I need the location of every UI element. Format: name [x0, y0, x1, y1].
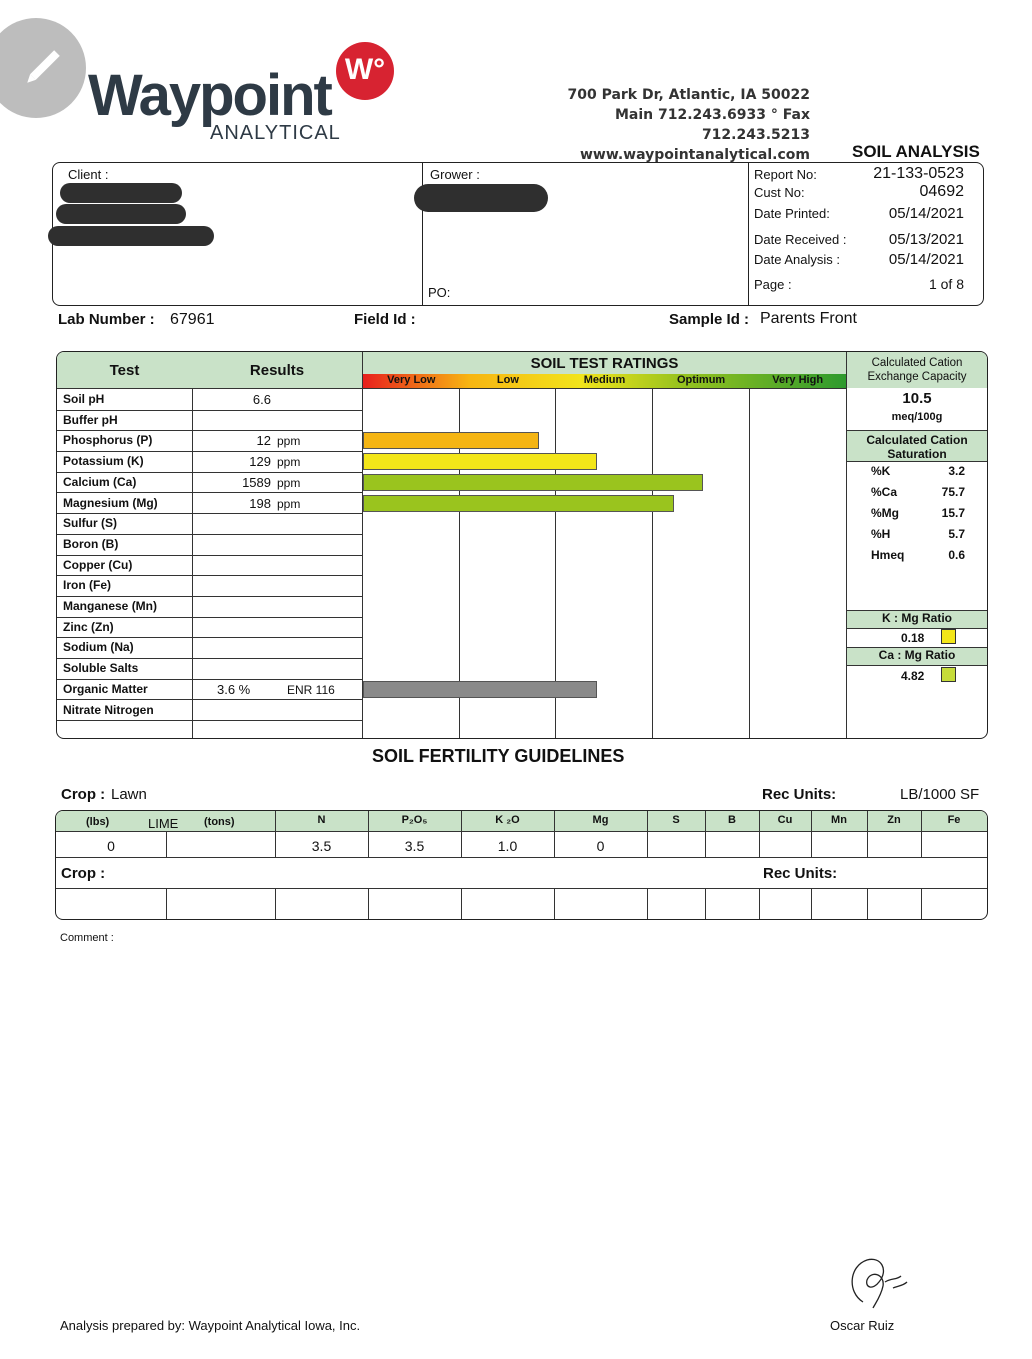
cec-title: Calculated Cation Exchange Capacity: [847, 352, 987, 388]
lime-header: LIME: [148, 816, 179, 831]
k2o-value: 1.0: [497, 838, 518, 854]
date-received: 05/13/2021: [888, 231, 964, 248]
test-result: [207, 661, 357, 676]
test-row: [57, 513, 363, 535]
test-row: [57, 389, 363, 411]
test-result: [207, 682, 357, 697]
test-name: Phosphorus (P): [63, 433, 153, 448]
crop2-label: Crop :: [61, 865, 106, 882]
redacted-client: [60, 183, 182, 203]
date-printed: 05/14/2021: [888, 205, 964, 222]
rating-bar: [363, 681, 597, 698]
po-label: PO:: [428, 285, 451, 300]
test-result: [207, 578, 357, 593]
mg-value: 0: [596, 838, 605, 854]
k-mg-ratio-label: K : Mg Ratio: [847, 610, 987, 629]
test-name: Potassium (K): [63, 454, 144, 469]
test-name: Magnesium (Mg): [63, 495, 158, 510]
date-received-label: Date Received :: [754, 232, 847, 247]
result-unit: ppm: [277, 455, 301, 470]
saturation-value: 0.6: [948, 548, 965, 562]
test-result: [207, 703, 357, 718]
test-result: [207, 475, 357, 490]
address-line2: Main 712.243.6933 ° Fax 712.243.5213: [614, 107, 810, 143]
scale-very-high: Very High: [772, 374, 824, 386]
test-row: [57, 700, 363, 722]
result-value: 6.6: [252, 392, 271, 407]
comment-label: Comment :: [60, 932, 114, 944]
test-name: Nitrate Nitrogen: [63, 702, 154, 717]
result-value: 12: [256, 433, 271, 449]
page-number: 1 of 8: [928, 276, 964, 292]
blank-row: [57, 720, 363, 739]
result-unit: ppm: [277, 434, 301, 449]
scale-medium: Medium: [583, 374, 626, 386]
brand-badge: W°: [336, 42, 394, 100]
pencil-icon: [0, 18, 86, 118]
test-name: Soil pH: [63, 392, 105, 406]
grower-label: Grower :: [430, 167, 480, 182]
saturation-value: 5.7: [948, 527, 965, 541]
test-result: [207, 640, 357, 655]
date-printed-label: Date Printed:: [754, 206, 830, 221]
p2o5-header: P₂O₅: [401, 814, 428, 826]
test-result: [207, 433, 357, 448]
result-unit: ENR 116: [287, 682, 335, 697]
mg-header: Mg: [592, 814, 609, 826]
cec-value: 10.5: [902, 390, 932, 407]
prepared-by: Analysis prepared by: Waypoint Analytical Iowa, Inc.: [60, 1318, 361, 1333]
ca-mg-ratio: 4.82: [901, 669, 925, 683]
result-unit: ppm: [277, 475, 301, 490]
test-row: [57, 410, 363, 432]
test-result: [207, 620, 357, 635]
rec-units2-label: Rec Units:: [763, 865, 838, 882]
guidelines-title: SOIL FERTILITY GUIDELINES: [372, 746, 625, 766]
redacted-client: [56, 204, 186, 224]
test-name: Sodium (Na): [63, 640, 134, 655]
signer-name: Oscar Ruiz: [830, 1318, 895, 1333]
test-name: Buffer pH: [63, 412, 118, 427]
website: www.waypointanalytical.com: [579, 147, 810, 163]
mn-header: Mn: [831, 814, 847, 826]
redacted-grower: [414, 184, 548, 212]
test-row: [57, 472, 363, 494]
s-header: S: [672, 814, 680, 826]
test-name: Boron (B): [63, 536, 119, 551]
soil-test-ratings-table: [56, 351, 988, 739]
n-header: N: [317, 814, 326, 826]
saturation-label: %H: [871, 527, 891, 541]
saturation-value: 15.7: [941, 506, 965, 520]
col-results-header: Results: [192, 352, 363, 388]
cust-no-label: Cust No:: [754, 185, 805, 200]
signature-image: [845, 1252, 915, 1312]
test-row: [57, 534, 363, 556]
address-line1: 700 Park Dr, Atlantic, IA 50022: [567, 87, 810, 103]
n-value: 3.5: [311, 838, 332, 854]
page-label: Page :: [754, 277, 792, 292]
test-row: [57, 617, 363, 639]
fertility-guidelines-table: [55, 810, 988, 920]
redacted-client: [48, 226, 214, 246]
saturation-value: 3.2: [948, 464, 965, 478]
b-header: B: [728, 814, 736, 826]
test-result: [207, 599, 357, 614]
zn-header: Zn: [887, 814, 901, 826]
edit-button[interactable]: [0, 18, 86, 118]
test-row: [57, 596, 363, 618]
test-row: [57, 575, 363, 597]
result-unit: ppm: [277, 496, 301, 511]
cec-unit: meq/100g: [891, 411, 943, 423]
crop-label: Crop :: [61, 786, 106, 803]
p2o5-value: 3.5: [404, 838, 425, 854]
report-no: 21-133-0523: [873, 165, 964, 182]
test-name: Copper (Cu): [63, 557, 133, 572]
lab-number: 67961: [170, 311, 215, 328]
sample-id-label: Sample Id :: [669, 311, 750, 328]
ca-mg-ratio-swatch: [941, 667, 956, 682]
brand-logo-subtext: ANALYTICAL: [210, 122, 341, 144]
test-name: Soluble Salts: [63, 661, 139, 676]
k-mg-ratio: 0.18: [901, 631, 925, 645]
test-row: [57, 658, 363, 680]
test-row: [57, 555, 363, 577]
rec-units-label: Rec Units:: [762, 786, 837, 803]
rating-scale: [363, 374, 846, 388]
lime-lbs-value: 0: [107, 838, 115, 854]
test-result: [207, 516, 357, 531]
scale-optimum: Optimum: [676, 374, 726, 386]
lab-number-label: Lab Number :: [58, 311, 155, 328]
rating-bar: [363, 474, 703, 491]
saturation-label: %Mg: [871, 506, 899, 520]
rating-bar: [363, 432, 539, 449]
ratings-title: SOIL TEST RATINGS: [363, 352, 846, 374]
test-row: [57, 493, 363, 515]
test-result: [207, 558, 357, 573]
rating-bar: [363, 453, 597, 470]
report-no-label: Report No:: [754, 167, 817, 182]
ca-mg-ratio-label: Ca : Mg Ratio: [847, 647, 987, 666]
lime-lbs-header: (lbs): [86, 816, 110, 828]
company-address: [530, 85, 810, 165]
result-value: 129: [249, 454, 271, 470]
result-value: 198: [249, 495, 271, 511]
saturation-label: %Ca: [871, 485, 898, 499]
k-mg-ratio-swatch: [941, 629, 956, 644]
test-result: [207, 454, 357, 469]
lime-tons-header: (tons): [204, 816, 235, 828]
saturation-value: 75.7: [941, 485, 965, 499]
test-name: Zinc (Zn): [63, 619, 114, 634]
test-name: Iron (Fe): [63, 578, 111, 593]
test-row: [57, 637, 363, 659]
test-row: [57, 679, 363, 701]
saturation-label: %K: [871, 464, 891, 478]
fe-header: Fe: [947, 814, 961, 826]
cation-saturation-title: Calculated Cation Saturation: [847, 430, 987, 462]
date-analysis: 05/14/2021: [888, 251, 964, 268]
rec-units: LB/1000 SF: [900, 786, 980, 803]
scale-low: Low: [496, 374, 519, 386]
cu-header: Cu: [777, 814, 793, 826]
test-result: [207, 413, 357, 428]
client-label: Client :: [68, 167, 109, 182]
scale-very-low: Very Low: [387, 374, 436, 386]
saturation-label: Hmeq: [871, 548, 905, 562]
result-value: 1589: [242, 474, 271, 490]
sample-id: Parents Front: [760, 310, 857, 327]
test-result: [207, 537, 357, 552]
cust-no: 04692: [919, 183, 964, 200]
brand-logo-text: Waypoint: [88, 63, 331, 128]
date-analysis-label: Date Analysis :: [754, 252, 840, 267]
col-test-header: Test: [57, 352, 193, 388]
test-name: Calcium (Ca): [63, 474, 137, 489]
rating-bar: [363, 495, 674, 512]
crop-value: Lawn: [111, 786, 147, 803]
test-row: [57, 451, 363, 473]
test-row: [57, 430, 363, 452]
field-id-label: Field Id :: [354, 311, 416, 328]
test-result: [207, 496, 357, 511]
test-result: [207, 392, 357, 407]
k2o-header: K ₂O: [495, 814, 520, 826]
test-name: Organic Matter: [63, 681, 148, 696]
result-value: 3.6 %: [217, 681, 251, 697]
test-name: Manganese (Mn): [63, 599, 158, 613]
test-name: Sulfur (S): [63, 516, 117, 531]
document-title: SOIL ANALYSIS: [852, 142, 980, 161]
